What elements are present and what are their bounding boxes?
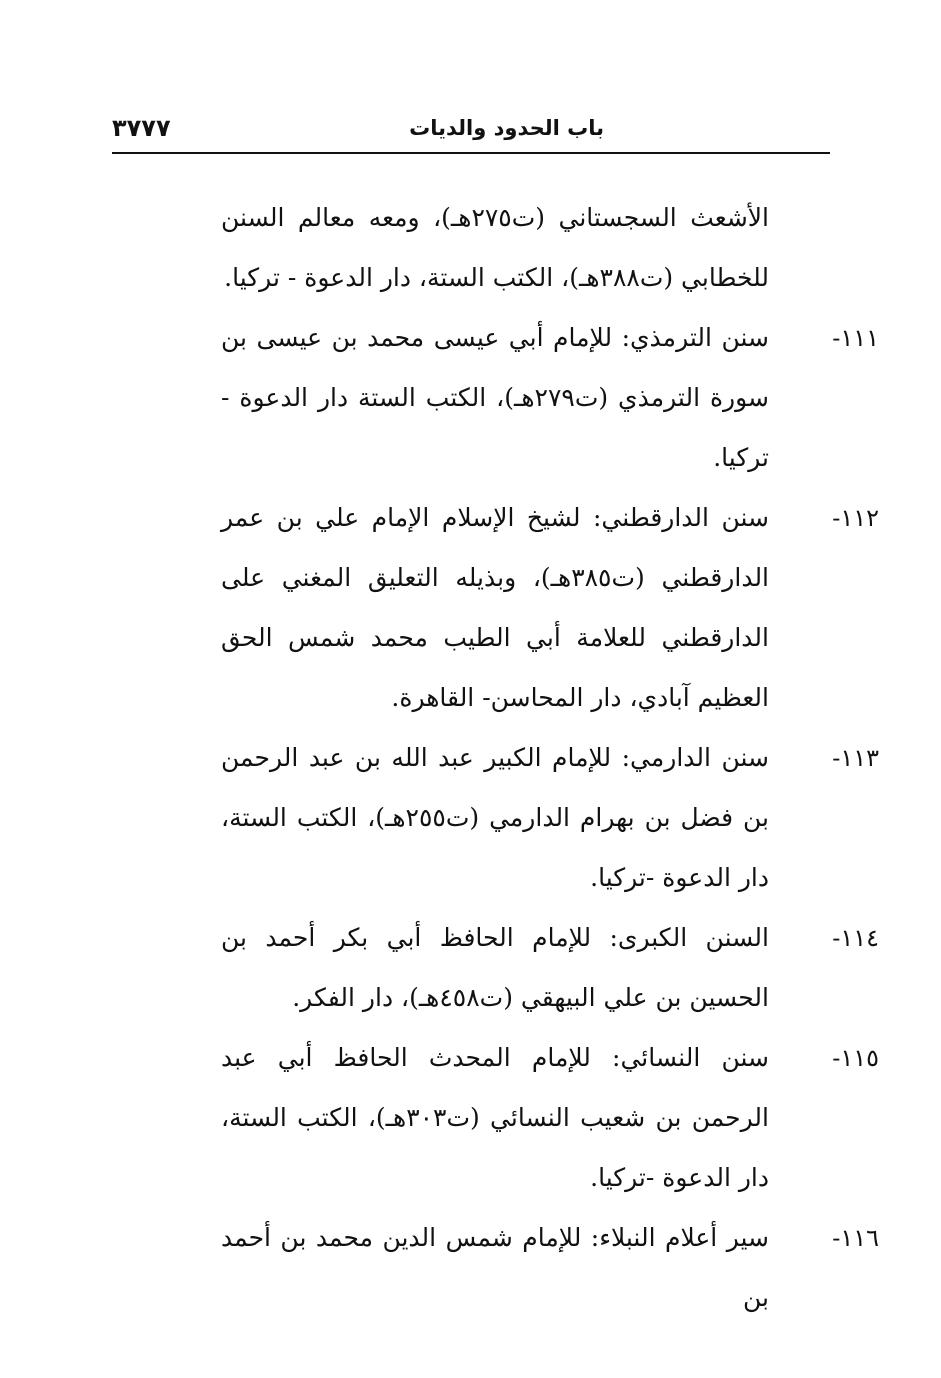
bibliography-entry-111	[114, 308, 879, 488]
entry-text: سنن الترمذي: للإمام أبي عيسى محمد بن عيسى بن سورة الترمذي (ت٢٧٩هـ)، الكتب الستة دار الدعوة - تركيا.	[221, 323, 769, 472]
entry-number: ١١٦-	[832, 1224, 879, 1252]
bibliography-entry-115	[114, 1028, 879, 1208]
entry-text: سنن الدارمي: للإمام الكبير عبد الله بن عبد الرحمن بن فضل بن بهرام الدارمي (ت٢٥٥هـ)، الكتب الستة، دار الدعوة -تركيا.	[221, 743, 769, 892]
entry-text: الأشعث السجستاني (ت٢٧٥هـ)، ومعه معالم السنن للخطابي (ت٣٨٨هـ)، الكتب الستة، دار الدعوة - تركيا.	[221, 203, 769, 292]
continued-entry	[114, 188, 769, 308]
entry-number: ١١٥-	[832, 1044, 879, 1072]
entry-text: سنن النسائي: للإمام المحدث الحافظ أبي عبد الرحمن بن شعيب النسائي (ت٣٠٣هـ)، الكتب الستة، دار الدعوة -تركيا.	[221, 1043, 769, 1192]
entry-number: ١١٤-	[832, 924, 879, 952]
bibliography-list	[114, 188, 879, 1328]
bibliography-entry-112	[114, 488, 879, 728]
entry-number: ١١١-	[832, 324, 879, 352]
bibliography-entry-116	[114, 1208, 879, 1328]
bibliography-entry-114	[114, 908, 879, 1028]
header-divider	[112, 152, 830, 154]
bibliography-entry-113	[114, 728, 879, 908]
running-header	[112, 108, 830, 152]
entry-text: سنن الدارقطني: لشيخ الإسلام الإمام علي بن عمر الدارقطني (ت٣٨٥هـ)، وبذيله التعليق المغني على الدارقطني للعلامة أبي الطيب محمد شمس الحق العظيم آبادي، دار المحاسن- القاهرة.	[221, 503, 770, 712]
entry-text: السنن الكبرى: للإمام الحافظ أبي بكر أحمد بن الحسين بن علي البيهقي (ت٤٥٨هـ)، دار الفكر.	[221, 923, 769, 1012]
page-number: ٣٧٧٧	[112, 114, 171, 142]
entry-text: سير أعلام النبلاء: للإمام شمس الدين محمد بن أحمد بن	[221, 1223, 769, 1312]
chapter-title: باب الحدود والديات	[409, 116, 604, 140]
entry-number: ١١٣-	[832, 744, 879, 772]
entry-number: ١١٢-	[832, 504, 879, 532]
